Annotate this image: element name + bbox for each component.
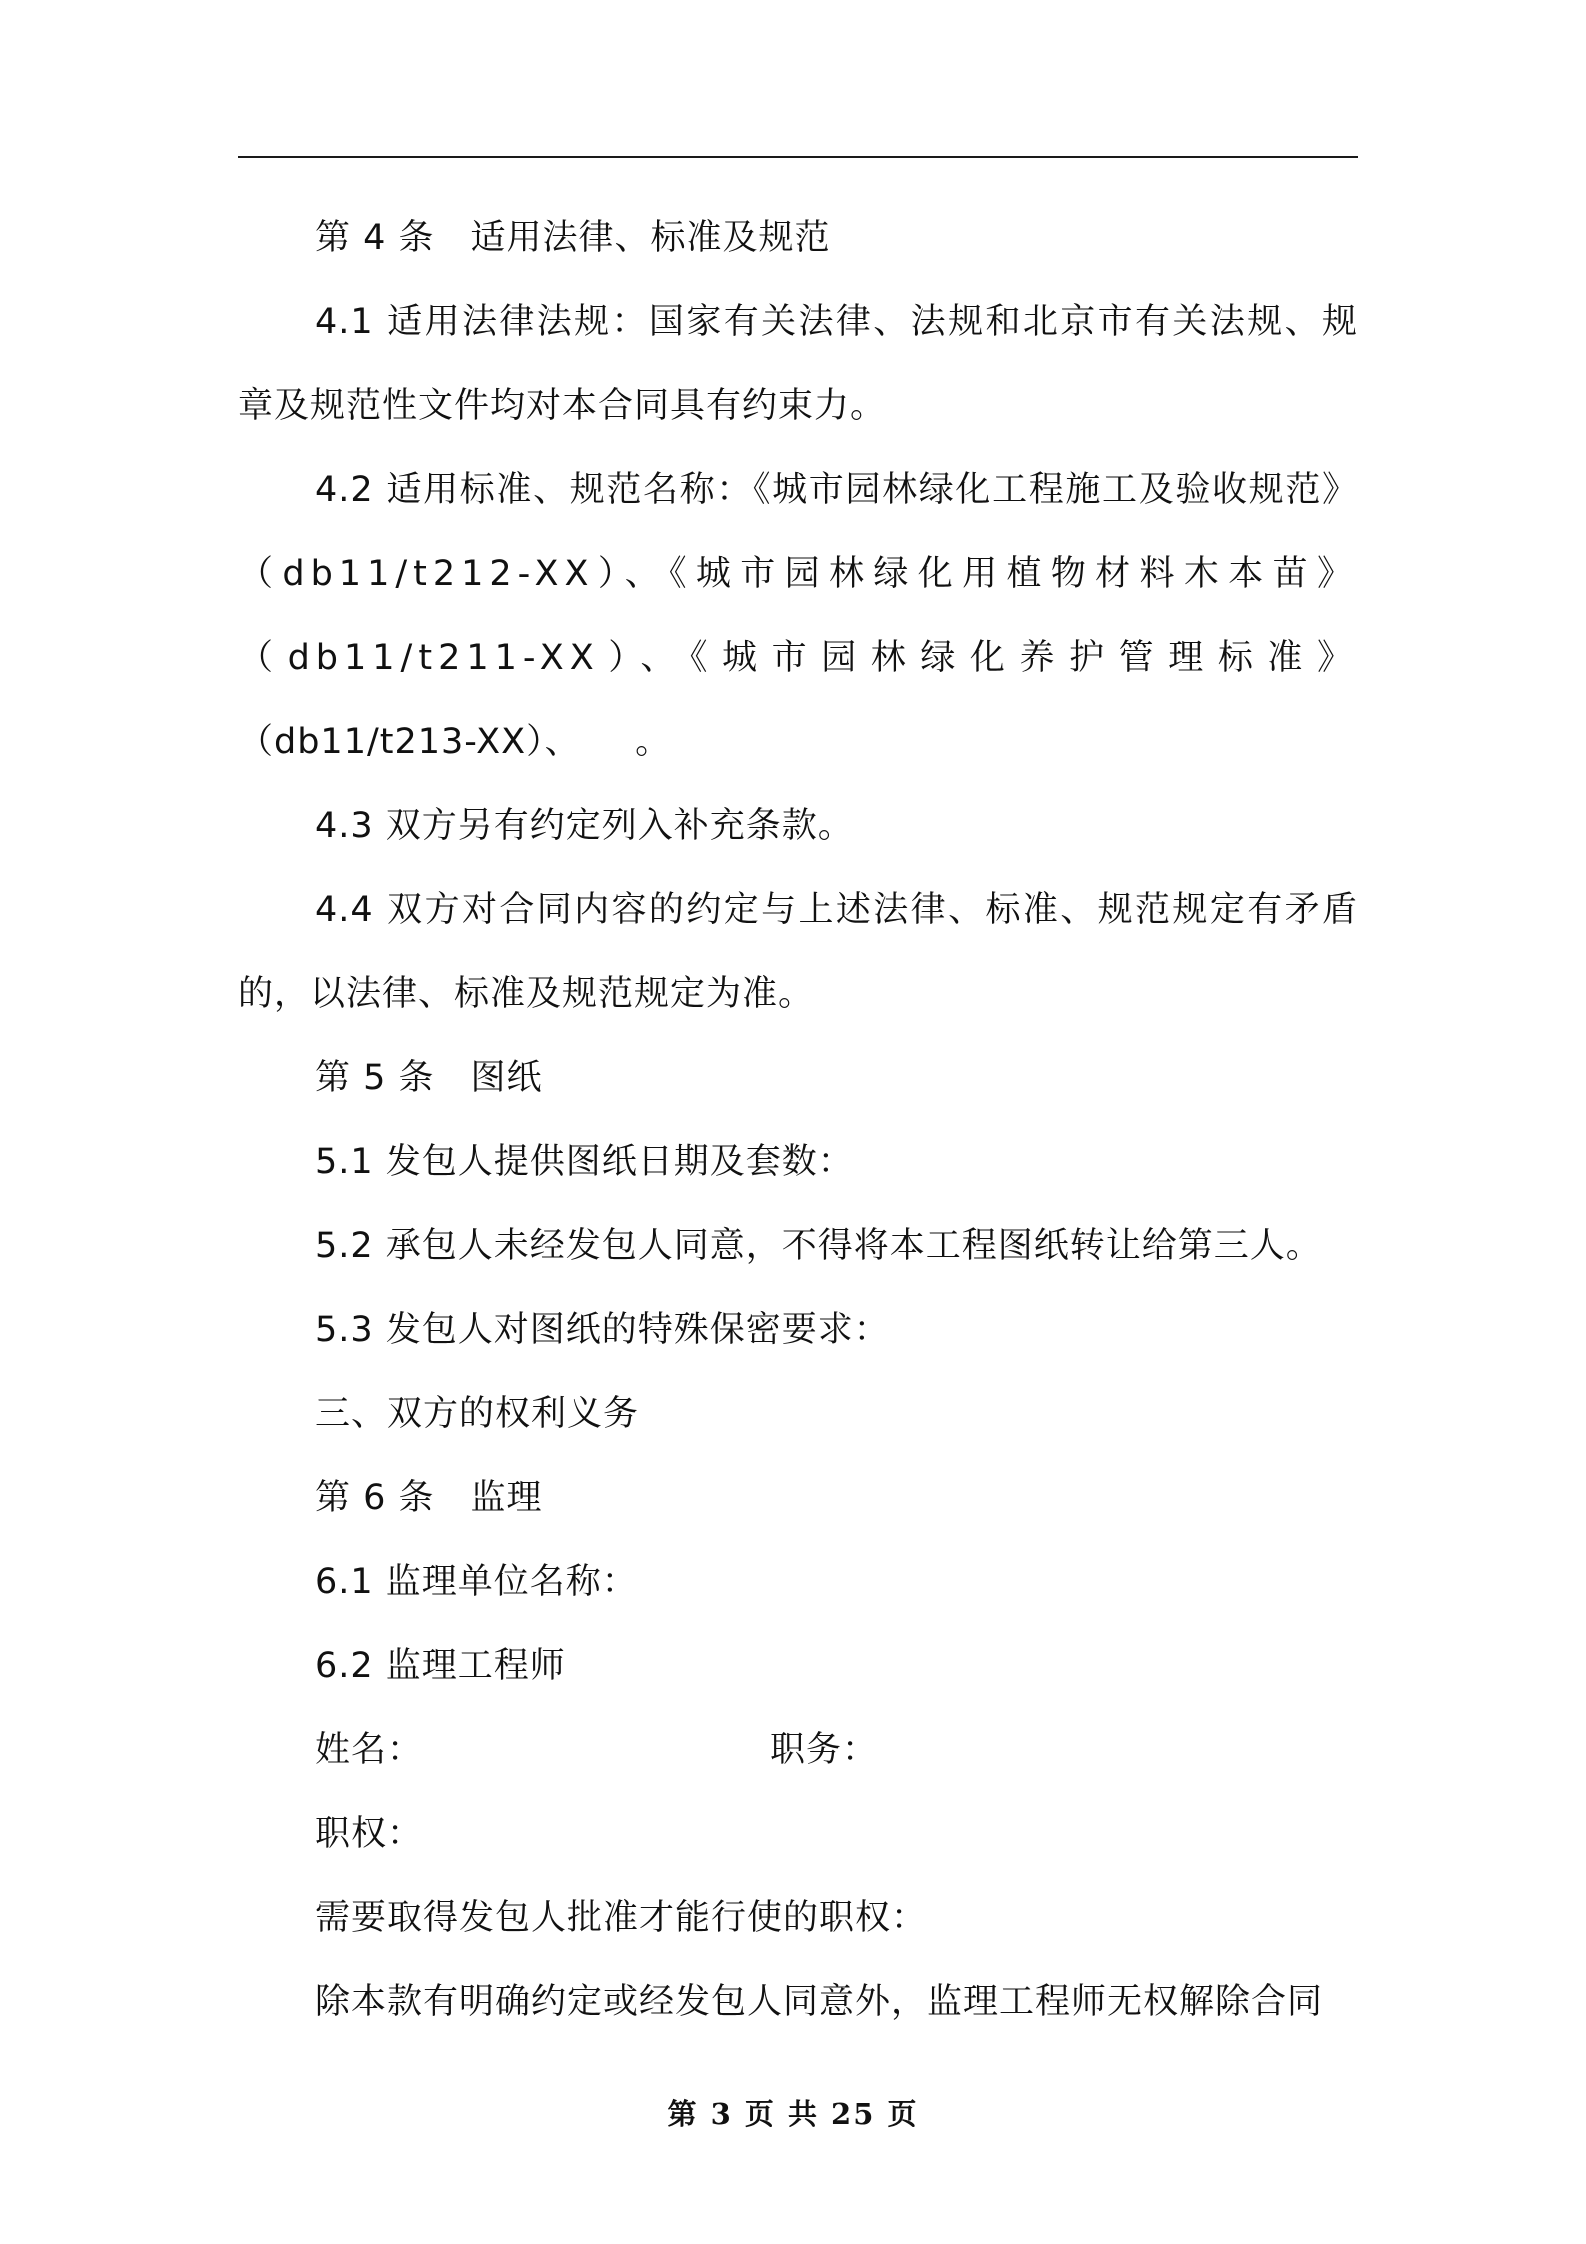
article-4-heading: 第 4 条 适用法律、标准及规范 [315,218,831,258]
clause-4-2-line-2: （db11/t212-XX）、《城市园林绿化用植物材料木本苗》 [238,554,1358,594]
clause-5-2: 5.2 承包人未经发包人同意，不得将本工程图纸转让给第三人。 [315,1226,1322,1266]
approval-required-authority: 需要取得发包人批准才能行使的职权： [315,1898,928,1938]
clause-4-1-line-2: 章及规范性文件均对本合同具有约束力。 [238,386,887,426]
page-number-footer: 第 3 页 共 25 页 [667,2097,919,2131]
clause-4-2-line-1: 4.2 适用标准、规范名称：《城市园林绿化工程施工及验收规范》 [315,470,1358,510]
name-position-row [238,1708,1358,1792]
clause-4-2-line-4: （db11/t213-XX）、 。 [238,722,672,762]
clause-4-2-line-3: （db11/t211-XX）、《城市园林绿化养护管理标准》 [238,638,1358,678]
position-label: 职务： [770,1730,879,1770]
document-body [238,196,1358,2044]
clause-4-1-line-1: 4.1 适用法律法规：国家有关法律、法规和北京市有关法规、规 [315,302,1358,342]
supervisor-restriction-line: 除本款有明确约定或经发包人同意外，监理工程师无权解除合同 [315,1982,1324,2022]
clause-4-3: 4.3 双方另有约定列入补充条款。 [315,806,854,846]
header-rule [238,156,1358,158]
section-3-heading: 三、双方的权利义务 [315,1394,640,1434]
clause-5-1: 5.1 发包人提供图纸日期及套数： [315,1142,854,1182]
authority-label: 职权： [315,1814,424,1854]
clause-5-3: 5.3 发包人对图纸的特殊保密要求： [315,1310,890,1350]
clause-6-2: 6.2 监理工程师 [315,1646,566,1686]
name-label: 姓名： [315,1730,424,1770]
article-6-heading: 第 6 条 监理 [315,1478,543,1518]
clause-4-4-line-1: 4.4 双方对合同内容的约定与上述法律、标准、规范规定有矛盾 [315,890,1358,930]
clause-4-4-line-2: 的，以法律、标准及规范规定为准。 [238,974,815,1014]
clause-6-1: 6.1 监理单位名称： [315,1562,638,1602]
article-5-heading: 第 5 条 图纸 [315,1058,543,1098]
